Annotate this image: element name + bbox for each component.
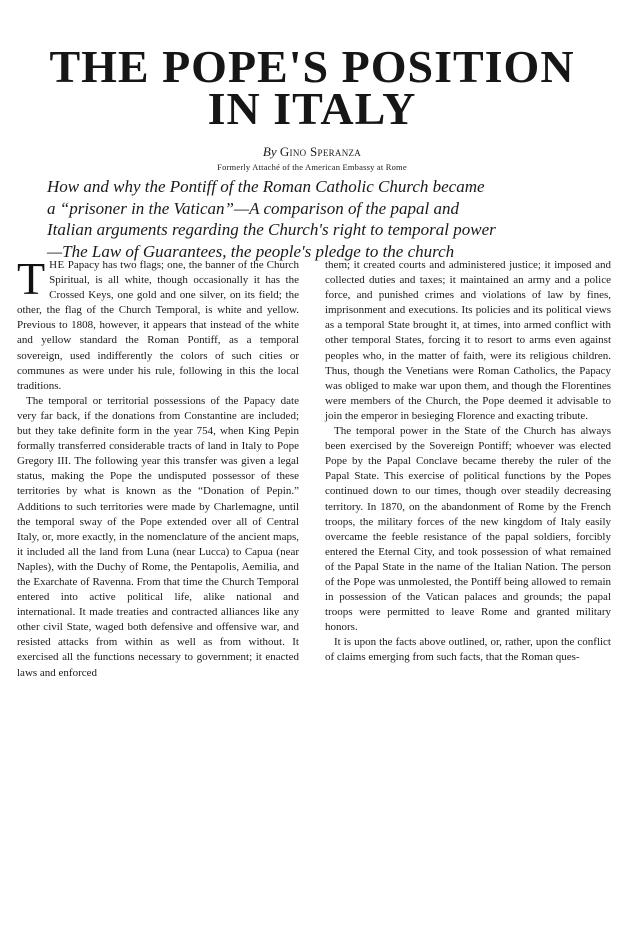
right-column bbox=[325, 258, 611, 666]
deck-line: —The Law of Guarantees, the people's pledge to the church bbox=[47, 241, 455, 261]
article-deck bbox=[47, 176, 587, 262]
byline bbox=[0, 144, 624, 160]
paragraph-text: Papacy has two flags; one, the banner of the Church Spiritual, is all white, though occasionally it has the Crossed Keys, one gold and one silver, on its field; the other, the flag of the Church Temporal, is white and yellow. Previous to 1808, however, it appears that instead of the white and yellow standard the Roman Pontiff, as a temporal sovereign, used indifferently the colors of such cities or communes as were under his rule, following in this the local traditions. bbox=[17, 259, 299, 392]
article-title-line-1: THE POPE'S POSITION bbox=[49, 41, 575, 92]
left-column bbox=[17, 253, 299, 681]
drop-cap: T bbox=[17, 253, 46, 304]
article-title-line-2: IN ITALY bbox=[207, 83, 417, 134]
body-paragraph: them; it created courts and administered justice; it imposed and collected duties and taxes; it maintained an army and a police force, and punished crimes and violations of law by fines, imprisonment and executions. Its policies and its political views as a temporal State brought it, at times, into armed conflict with other temporal States, forcing it to resort to arms even against peoples who, in the matter of faith, were its religious children. Thus, though the Venetians were Roman Catholics, the Papacy was obliged to make war upon them, and though the Florentines were members of the Church, the Pope deemed it advisable to join the emperor in besieging Florence and exacting tribute. bbox=[325, 259, 611, 422]
deck-line: How and why the Pontiff of the Roman Catholic Church became bbox=[47, 177, 485, 196]
byline-prefix: By bbox=[262, 144, 277, 159]
deck-line: a “prisoner in the Vatican”—A comparison of the papal and bbox=[47, 198, 459, 218]
body-paragraph: The temporal power in the State of the Church has always been exercised by the Sovereign Pontiff; whoever was elected Pope by the Papal Conclave became thereby the ruler of the Papal State. This exercise of political functions by the Popes continued down to our times, though over steadily decreasing territory. In 1870, on the abandonment of Rome by the French troops, the military forces of the new kingdom of Italy easily overcame the feeble resistance of the papal soldiers, forcibly entered the Eternal City, and took possession of what remained of the Papal State in the name of the Italian Nation. The person of the Pope was unmolested, the Pontiff being allowed to remain in possession of the Vatican palaces and grounds; the papal troops were permitted to leave Rome and granted military honors. bbox=[325, 425, 611, 634]
body-paragraph bbox=[17, 253, 299, 394]
deck-line: Italian arguments regarding the Church's right to temporal power bbox=[47, 220, 496, 239]
author-name: Gino Speranza bbox=[279, 144, 362, 159]
body-paragraph: The temporal or territorial possessions of the Papacy date very far back, if the donations from Constantine are included; but they take definite form in the year 754, when King Pepin formally transferred considerable tracts of land in Italy to Pope Gregory III. The following year this transfer was given a legal status, making the Pope the undisputed possessor of these territories by what is known as the “Donation of Pepin.” Additions to such territories were made by Charlemagne, until the temporal sway of the Pope extended over all of Central Italy, or, more exactly, in the nomenclature of the ancient maps, it included all the land from Luna (near Lucca) to Capua (near Naples), with the Duchy of Rome, the Pentapolis, Aemilia, and the Exarchate of Ravenna. From that time the Church Temporal entered into active political life, alike national and international. It made treaties and contracted alliances like any other civil State, waged both defensive and offensive war, and resisted attacks from within as well as from without. It exercised all the functions necessary to government; it enacted laws and enforced bbox=[17, 394, 299, 679]
author-note: Formerly Attaché of the American Embassy at Rome bbox=[217, 162, 407, 172]
lead-caps: HE bbox=[49, 259, 65, 271]
body-paragraph: It is upon the facts above outlined, or, rather, upon the conflict of claims emerging from such facts, that the Roman ques- bbox=[325, 636, 611, 664]
